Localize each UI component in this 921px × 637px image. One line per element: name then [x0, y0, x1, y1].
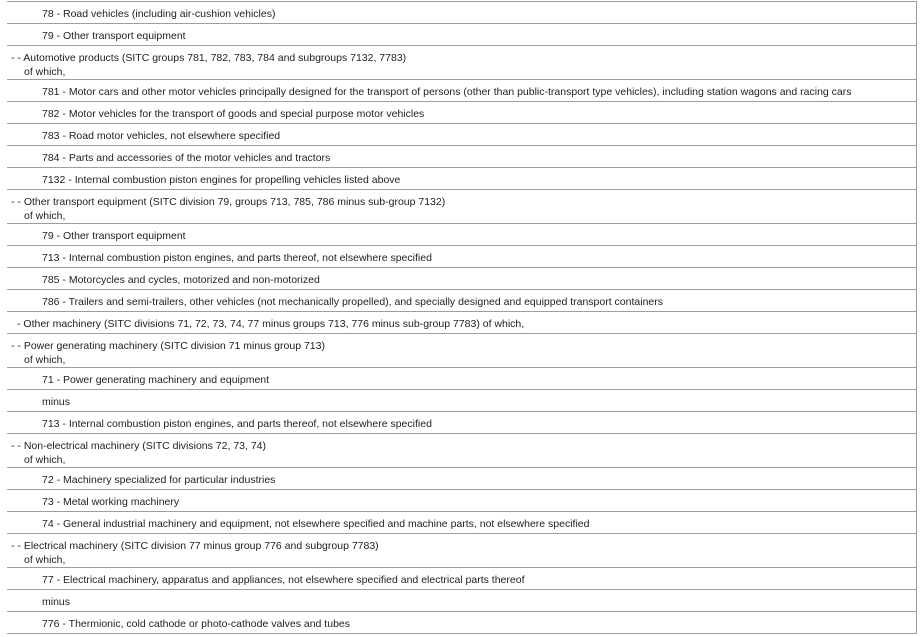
table-row [7, 612, 916, 634]
row-text: - - Power generating machinery (SITC division 71 minus group 713) [11, 340, 325, 352]
row-text-secondary: of which, [24, 354, 66, 366]
table-row [7, 334, 916, 368]
row-text: 79 - Other transport equipment [42, 30, 186, 42]
table-row [7, 124, 916, 146]
table-row [7, 190, 916, 224]
row-text-secondary: of which, [24, 210, 66, 222]
row-text: 713 - Internal combustion piston engines, and parts thereof, not elsewhere specified [42, 252, 432, 264]
table-row [7, 80, 916, 102]
row-text: 72 - Machinery specialized for particular industries [42, 474, 276, 486]
row-text: 73 - Metal working machinery [42, 496, 180, 508]
row-text: 713 - Internal combustion piston engines, and parts thereof, not elsewhere specified [42, 418, 432, 430]
table-row [7, 246, 916, 268]
table-row [7, 102, 916, 124]
row-text-secondary: of which, [24, 66, 66, 78]
row-text: - Other machinery (SITC divisions 71, 72, 73, 74, 77 minus groups 713, 776 minus sub-group 7783) of which, [17, 318, 525, 330]
row-text: minus [42, 396, 71, 408]
row-text: - - Other transport equipment (SITC division 79, groups 713, 785, 786 minus sub-group 7132) [11, 196, 446, 208]
table-row [7, 368, 916, 390]
table-row [7, 224, 916, 246]
row-text: minus [42, 596, 71, 608]
row-text: 776 - Thermionic, cold cathode or photo-cathode valves and tubes [42, 618, 350, 630]
row-text: 783 - Road motor vehicles, not elsewhere specified [42, 130, 281, 142]
row-text: - - Electrical machinery (SITC division 77 minus group 776 and subgroup 7783) [11, 540, 379, 552]
row-text: - - Non-electrical machinery (SITC divisions 72, 73, 74) [11, 440, 267, 452]
row-text-secondary: of which, [24, 554, 66, 566]
table-row [7, 434, 916, 468]
row-text: 79 - Other transport equipment [42, 230, 186, 242]
row-text: 78 - Road vehicles (including air-cushion vehicles) [42, 8, 276, 20]
row-text: - - Automotive products (SITC groups 781, 782, 783, 784 and subgroups 7132, 7783) [11, 52, 407, 64]
table-row [7, 290, 916, 312]
table-row [7, 534, 916, 568]
table-row [7, 168, 916, 190]
row-text: 782 - Motor vehicles for the transport of goods and special purpose motor vehicles [42, 108, 425, 120]
table-row [7, 268, 916, 290]
row-text: 7132 - Internal combustion piston engines for propelling vehicles listed above [42, 174, 401, 186]
table-row [7, 568, 916, 590]
table-row [7, 468, 916, 490]
table-row [7, 490, 916, 512]
row-text: 77 - Electrical machinery, apparatus and appliances, not elsewhere specified and electrical parts thereof [42, 574, 525, 586]
table-row [7, 312, 916, 334]
row-text: 785 - Motorcycles and cycles, motorized and non-motorized [42, 274, 320, 286]
table-row [7, 46, 916, 80]
table-row [7, 146, 916, 168]
table-row [7, 390, 916, 412]
table-row [7, 412, 916, 434]
row-text: 786 - Trailers and semi-trailers, other vehicles (not mechanically propelled), and specially designed and equipped transport containers [42, 296, 664, 308]
table-row [7, 512, 916, 534]
table-row [7, 24, 916, 46]
row-text: 781 - Motor cars and other motor vehicles principally designed for the transport of persons (other than public-transport type vehicles), including station wagons and racing cars [42, 86, 852, 98]
row-text: 784 - Parts and accessories of the motor vehicles and tractors [42, 152, 331, 164]
sitc-classification-table [7, 1, 917, 634]
table-row [7, 590, 916, 612]
row-text-secondary: of which, [24, 454, 66, 466]
table-row [7, 2, 916, 24]
row-text: 71 - Power generating machinery and equipment [42, 374, 270, 386]
row-text: 74 - General industrial machinery and equipment, not elsewhere specified and machine parts, not elsewhere specified [42, 518, 590, 530]
